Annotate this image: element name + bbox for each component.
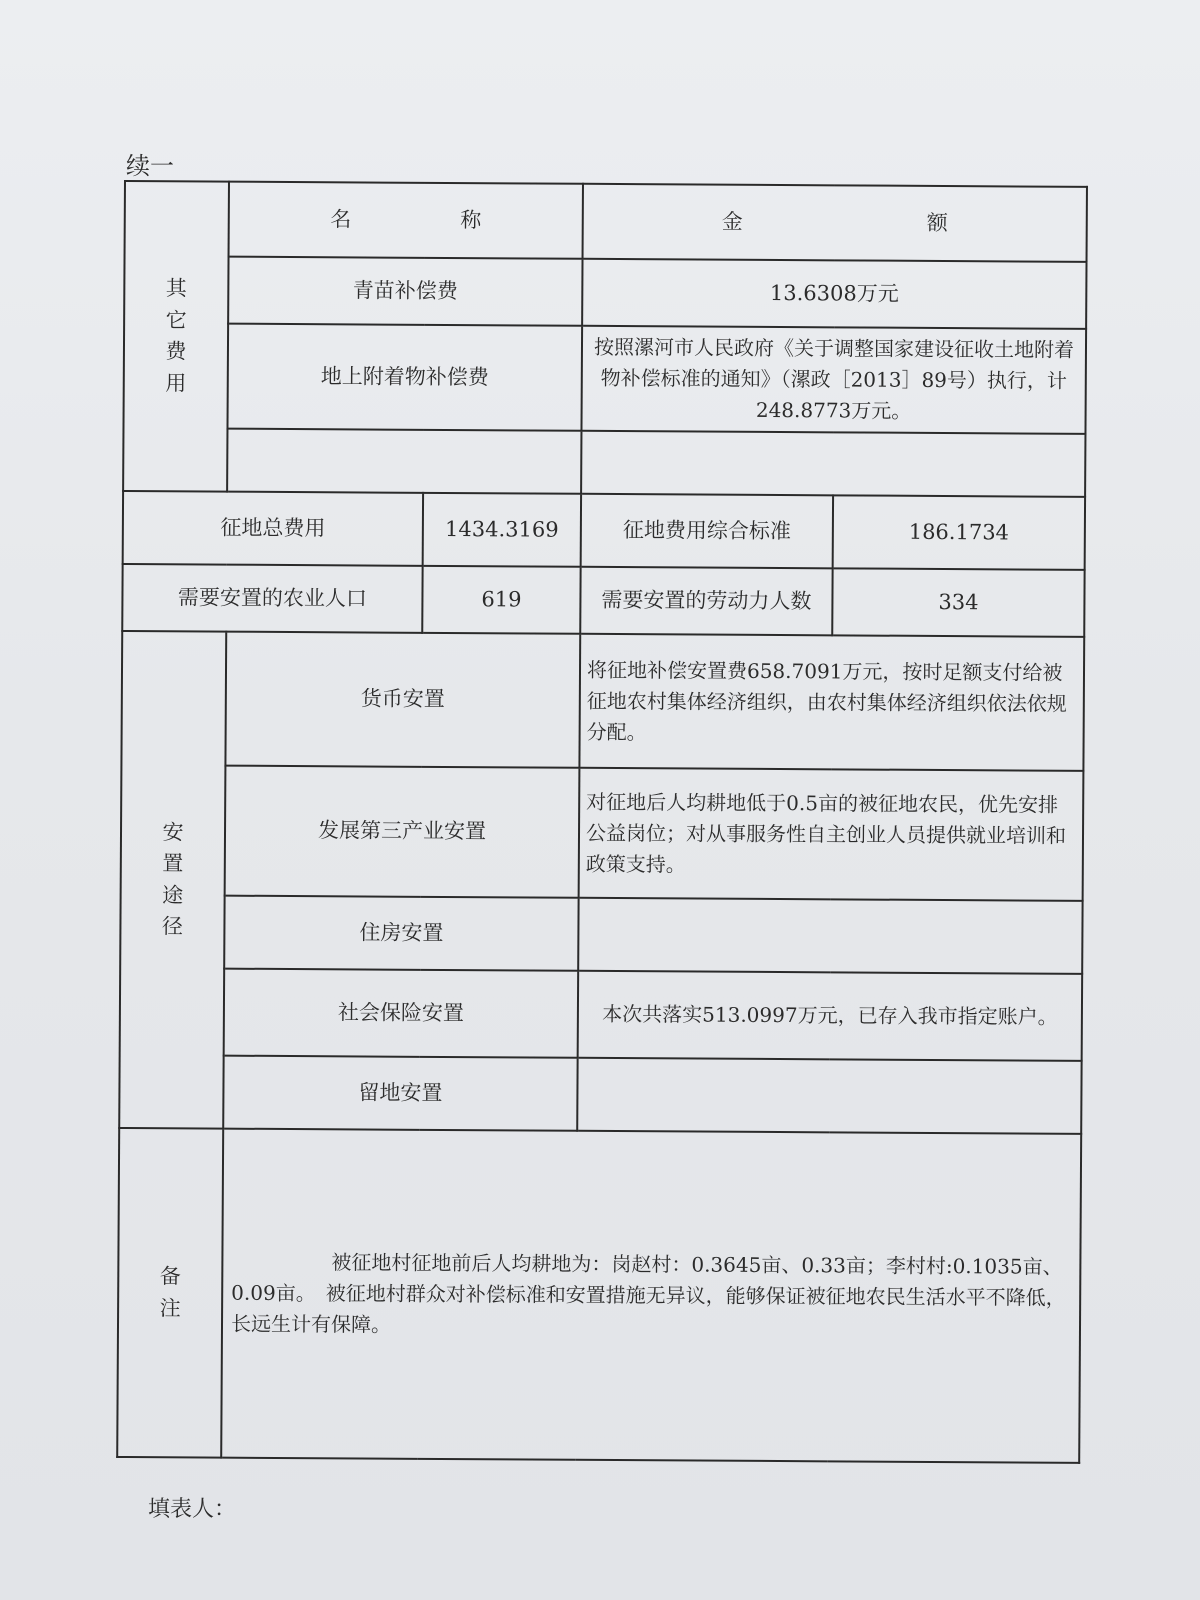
fee-name-cell xyxy=(227,429,581,494)
resettlement-method-cell: 住房安置 xyxy=(224,896,578,971)
table-row xyxy=(121,631,1084,771)
resettlement-group-label: 安 置 途 径 xyxy=(119,631,226,1129)
other-fees-header-row xyxy=(125,181,1087,262)
continuation-heading: 续一 xyxy=(126,152,174,180)
totals-row xyxy=(123,491,1085,570)
resettlement-detail-cell: 将征地补偿安置费658.7091万元，按时足额支付给被征地农村集体经济组织，由农村集体经济组织依法依规分配。 xyxy=(579,634,1084,771)
remarks-text: 被征地村征地前后人均耕地为：岗赵村：0.3645亩、0.33亩；李村村:0.1035亩、0.09亩。 被征地村群众对补偿标准和安置措施无异议，能够保证被征地农民生活水平不降低，长远生计有保障。 xyxy=(230,1250,1066,1337)
table-row xyxy=(120,895,1082,974)
table-row xyxy=(124,256,1086,329)
resettlement-method-cell: 发展第三产业安置 xyxy=(225,766,580,898)
table-row xyxy=(123,428,1085,497)
agri-population-value: 619 xyxy=(422,566,580,634)
other-fees-group-label: 其 它 费 用 xyxy=(123,181,229,492)
table-row xyxy=(121,765,1084,901)
resettlement-detail-cell: 本次共落实513.0997万元，已存入我市指定账户。 xyxy=(578,971,1083,1061)
fee-name-cell: 青苗补偿费 xyxy=(228,257,582,326)
labor-count-label: 需要安置的劳动力人数 xyxy=(580,567,832,635)
resettlement-detail-cell: 对征地后人均耕地低于0.5亩的被征地农民，优先安排公益岗位；对从事服务性自主创业人员提供就业培训和政策支持。 xyxy=(579,768,1084,901)
resettlement-method-cell: 社会保险安置 xyxy=(224,969,579,1058)
population-row xyxy=(122,564,1084,637)
agri-population-label: 需要安置的农业人口 xyxy=(122,564,422,633)
table-row xyxy=(123,323,1086,434)
fee-amount-cell: 13.6308万元 xyxy=(582,259,1086,329)
amount-column-header: 金 额 xyxy=(583,184,1087,262)
resettlement-detail-cell xyxy=(577,1058,1081,1134)
total-fee-value: 1434.3169 xyxy=(423,493,581,567)
remarks-text-cell xyxy=(221,1129,1081,1463)
fee-name-cell: 地上附着物补偿费 xyxy=(227,324,582,432)
fee-standard-label: 征地费用综合标准 xyxy=(581,494,833,569)
fee-standard-value: 186.1734 xyxy=(833,496,1085,571)
table-row xyxy=(119,1055,1081,1134)
resettlement-method-cell: 留地安置 xyxy=(223,1056,577,1131)
land-requisition-form-table xyxy=(116,180,1088,1464)
filled-by-label: 填表人： xyxy=(148,1497,237,1522)
fee-amount-cell: 按照漯河市人民政府《关于调整国家建设征收土地附着物补偿标准的通知》（漯政［2013］89号）执行，计248.8773万元。 xyxy=(581,326,1086,435)
total-fee-label: 征地总费用 xyxy=(123,491,423,566)
fee-amount-cell xyxy=(581,431,1085,497)
labor-count-value: 334 xyxy=(832,569,1084,637)
table-row xyxy=(120,968,1083,1061)
remarks-row xyxy=(117,1128,1081,1463)
resettlement-method-cell: 货币安置 xyxy=(225,632,580,768)
name-column-header: 名 称 xyxy=(229,182,583,259)
remarks-group-label: 备 注 xyxy=(117,1128,223,1457)
resettlement-detail-cell xyxy=(578,898,1082,974)
